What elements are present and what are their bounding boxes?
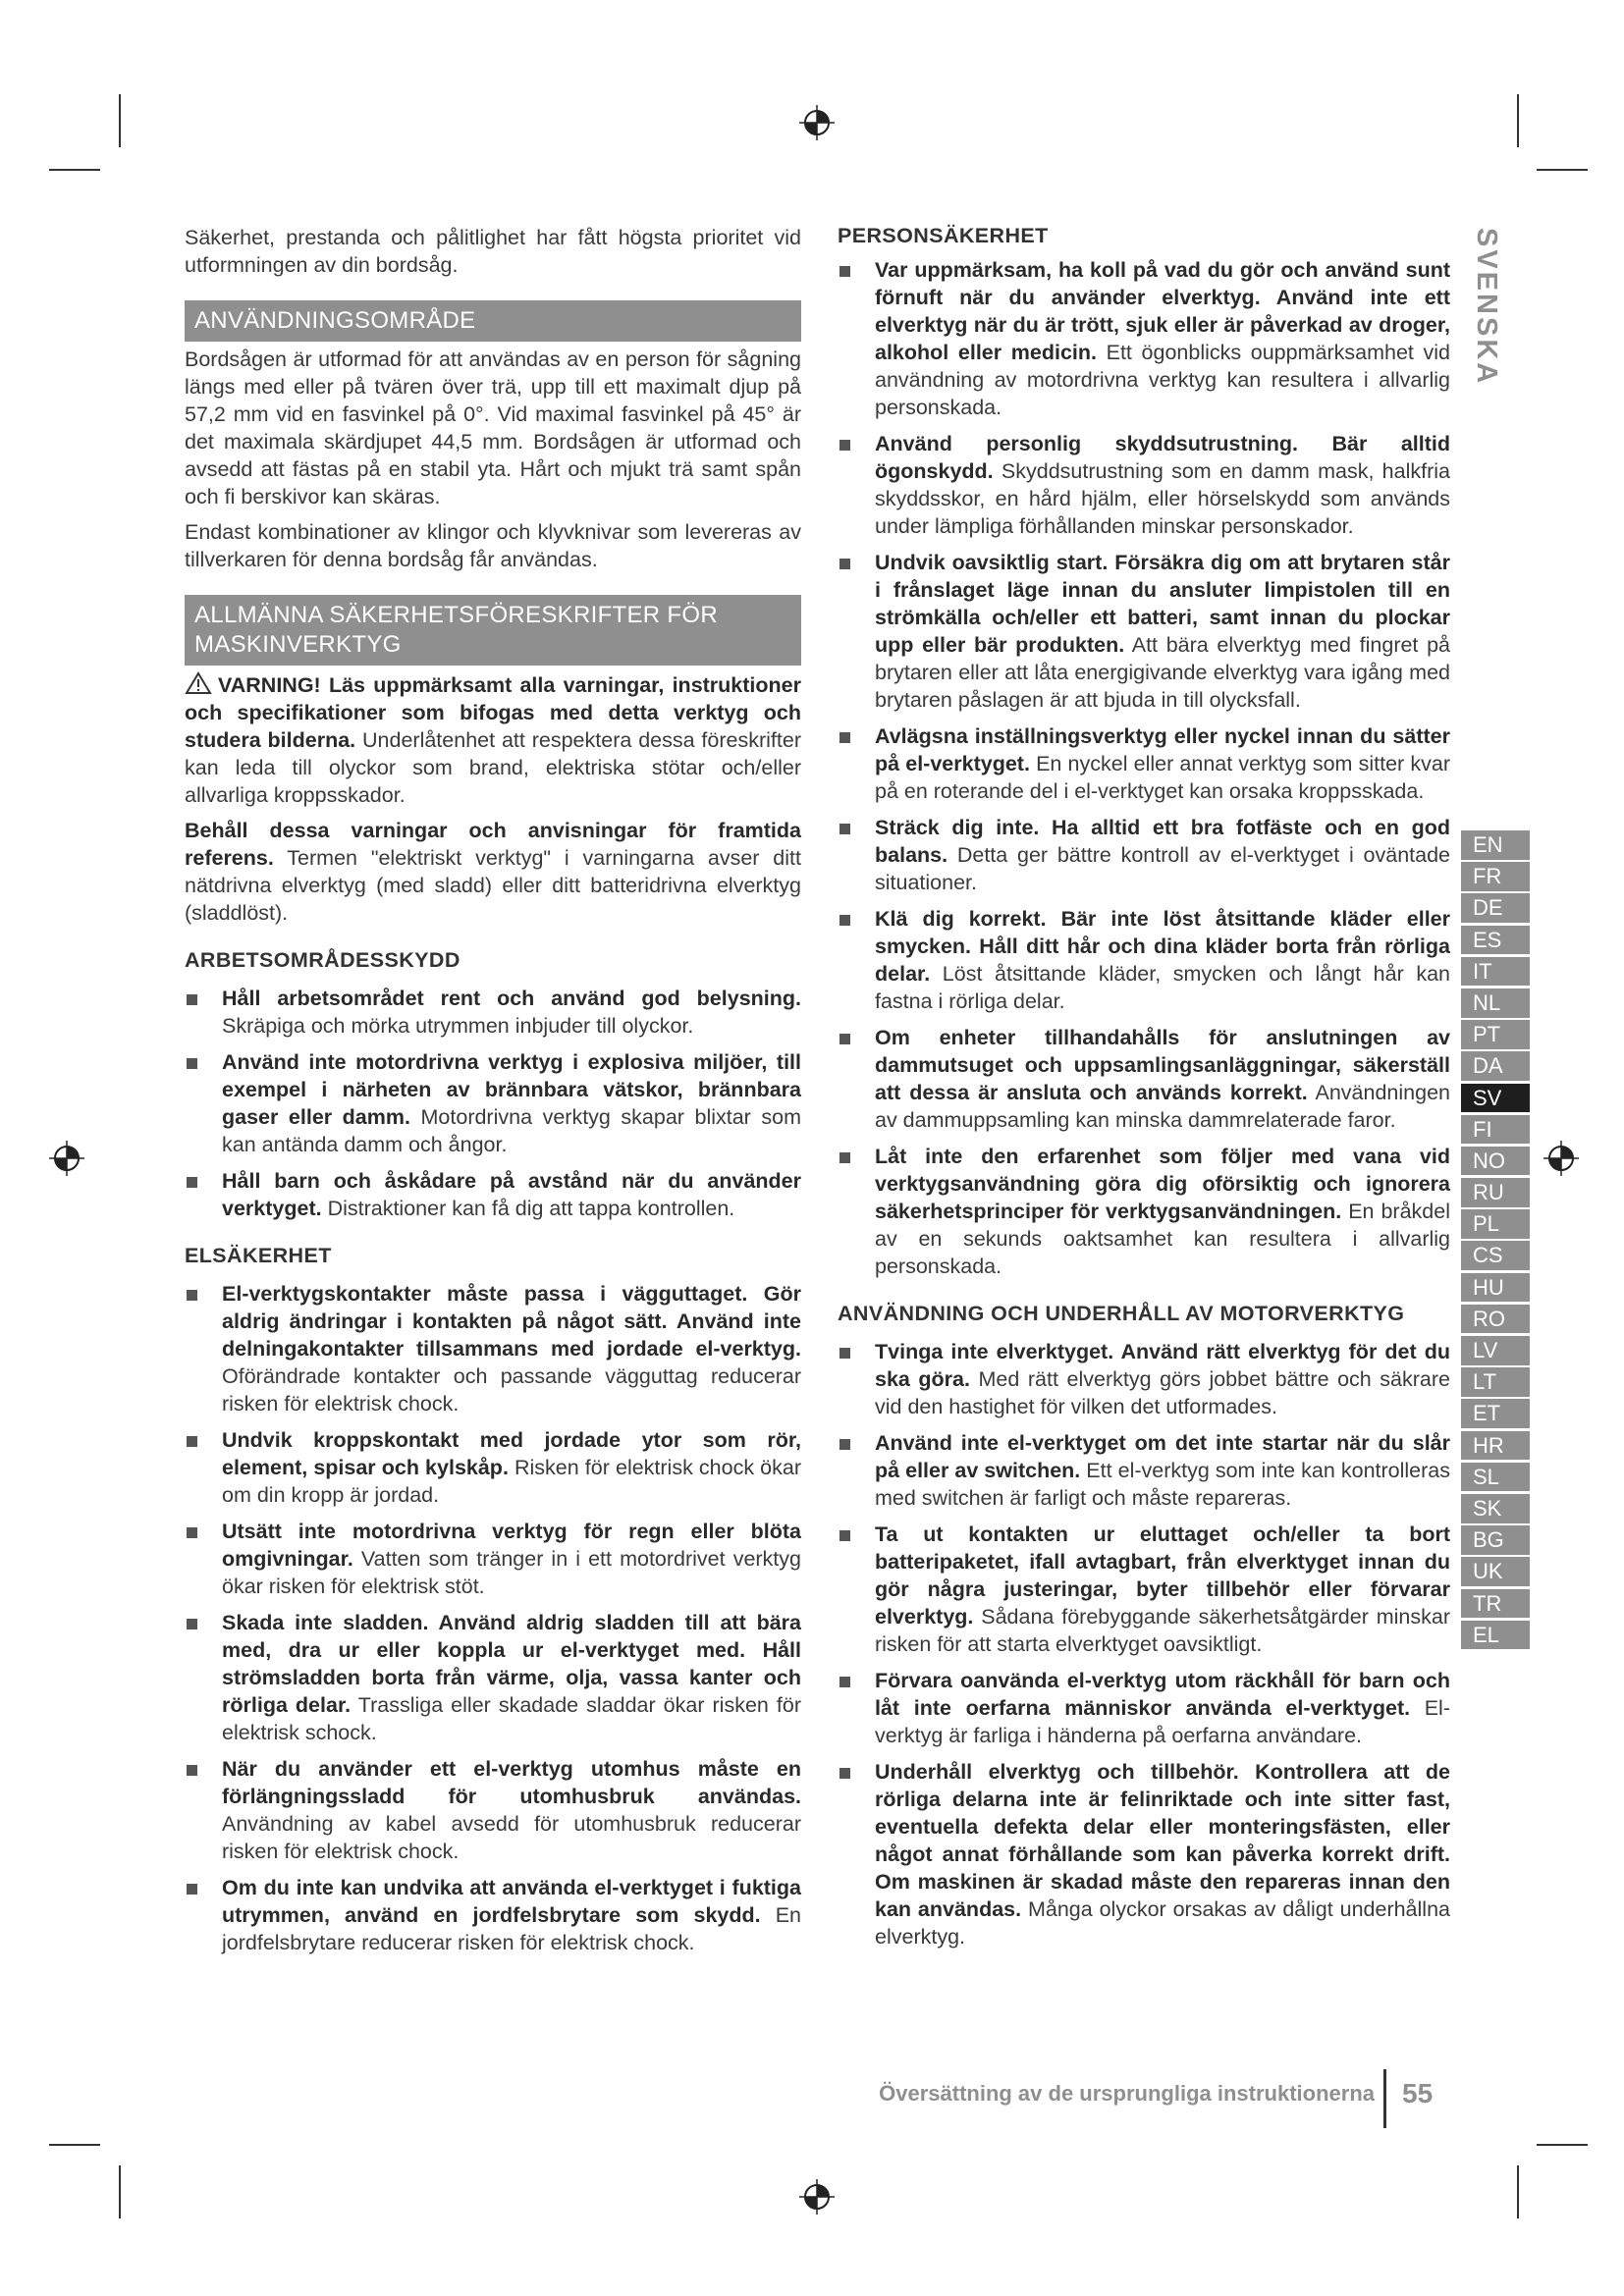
item-text: Detta ger bättre kontroll av el-verktyget i oväntade situationer. xyxy=(875,843,1450,894)
language-tab[interactable]: TR xyxy=(1461,1588,1530,1619)
registration-mark-icon xyxy=(1542,1139,1581,1178)
language-tab[interactable]: LV xyxy=(1461,1335,1530,1365)
list-item xyxy=(838,1667,1450,1749)
language-tab[interactable]: CS xyxy=(1461,1240,1530,1270)
item-bold: Avlägsna inställningsverktyg eller nyckel innan du sätter på el-verktyget. xyxy=(875,724,1450,775)
intro-text: Säkerhet, prestanda och pålitlighet har fått högsta prioritet vid utformningen av din bordsåg. xyxy=(185,226,801,277)
language-tab[interactable]: HR xyxy=(1461,1430,1530,1461)
item-text: Många olyckor orsakas av dåligt underhållna elverktyg. xyxy=(875,1897,1450,1949)
language-tab[interactable]: FR xyxy=(1461,861,1530,891)
language-tab[interactable]: SL xyxy=(1461,1462,1530,1492)
arbetsomrade-list xyxy=(185,985,801,1222)
underhall-list xyxy=(838,1338,1450,1950)
item-text: Skyddsutrustning som en damm mask, halkfria skyddsskor, en hård hjälm, eller hörselskydd som används under lämpliga förhållanden minskar personskador. xyxy=(875,459,1450,538)
warning-bold: VARNING! Läs uppmärksamt alla varningar, instruktioner och specifikationer som bifogas med detta verktyg och studera bilderna. xyxy=(185,673,801,752)
language-tab[interactable]: EL xyxy=(1461,1620,1530,1650)
item-text: Användning av kabel avsedd för utomhusbruk reducerar risken för elektrisk chock. xyxy=(222,1812,801,1863)
item-bold: Sträck dig inte. Ha alltid ett bra fotfäste och en god balans. xyxy=(875,816,1450,867)
registration-mark-icon xyxy=(797,2177,837,2216)
language-tab[interactable]: NO xyxy=(1461,1146,1530,1176)
item-text: En nyckel eller annat verktyg som sitter kvar på en roterande del i el-verktyget kan orsaka kroppsskada. xyxy=(875,752,1450,803)
anvandning-paragraph-2: Endast kombinationer av klingor och klyvknivar som levereras av tillverkaren för denna bordsåg får användas. xyxy=(185,520,801,571)
left-column xyxy=(185,224,801,1965)
item-text: Sådana förebyggande säkerhetsåtgärder minskar risken för att starta elverktyget oavsiktligt. xyxy=(875,1605,1450,1656)
item-bold: Klä dig korrekt. Bär inte löst åtsittande kläder eller smycken. Håll ditt hår och dina kläder borta från rörliga delar. xyxy=(875,907,1450,986)
list-item xyxy=(185,1874,801,1956)
list-item xyxy=(185,1755,801,1865)
list-item xyxy=(838,1024,1450,1134)
language-tab[interactable]: UK xyxy=(1461,1556,1530,1586)
crop-mark xyxy=(119,94,121,147)
list-item xyxy=(838,430,1450,540)
crop-mark xyxy=(1537,2144,1588,2146)
item-bold: Ta ut kontakten ur eluttaget och/eller ta bort batteripaketet, ifall avtagbart, från elverktyget innan du gör några justeringar, byter tillbehör eller förvarar elverktyg. xyxy=(875,1522,1450,1629)
language-title: SVENSKA xyxy=(1471,228,1502,387)
list-item xyxy=(185,1167,801,1222)
footer-divider xyxy=(1383,2069,1386,2128)
language-tabs xyxy=(1461,829,1530,1651)
list-item xyxy=(185,1609,801,1746)
item-text: En bråkdel av en sekunds oaktsamhet kan resultera i allvarlig personskada. xyxy=(875,1200,1450,1278)
section-heading-anvandning: ANVÄNDNINGSOMRÅDE xyxy=(185,300,801,342)
item-text: Vatten som tränger in i ett motordrivet verktyg ökar risken för elektrisk stöt. xyxy=(222,1547,801,1598)
language-tab[interactable]: HU xyxy=(1461,1272,1530,1303)
item-text: Distraktioner kan få dig att tappa kontrollen. xyxy=(321,1197,735,1220)
item-bold: Använd inte el-verktyget om det inte startar när du slår på eller av switchen. xyxy=(875,1431,1450,1482)
personsakerhet-list xyxy=(838,256,1450,1280)
item-bold: Om du inte kan undvika att använda el-verktyget i fuktiga utrymmen, använd en jordfelsbrytare som skydd. xyxy=(222,1876,801,1927)
anvandning-paragraph-1: Bordsågen är utformad för att användas av en person för sågning längs med eller på tvären över trä, upp till ett maximalt djup på 57,2 mm vid en fasvinkel på 0°. Vid maximal fasvinkel på 45° är det maximala skärdjupet 44,5 mm. Bordsågen är utformad och avsedd att fästas på en stabil yta. Hårt och mjukt trä samt spån och fi berskivor kan skäras. xyxy=(185,347,801,508)
warning-text: Underlåtenhet att respektera dessa föreskrifter kan leda till olyckor som brand, elektriska stötar och/eller allvarliga kroppsskador. xyxy=(185,728,801,807)
item-bold: Utsätt inte motordrivna verktyg för regn eller blöta omgivningar. xyxy=(222,1520,801,1571)
item-text: Att bära elverktyg med fingret på brytaren eller att låta energigivande elverktyg vara igång med brytaren påslagen är att bjuda in till olycksfall. xyxy=(875,633,1451,712)
item-text: Ett el-verktyg som inte kan kontrolleras med switchen är farligt och måste repareras. xyxy=(875,1459,1450,1510)
language-tab[interactable]: PT xyxy=(1461,1019,1530,1049)
list-item xyxy=(838,1758,1450,1950)
subheading-arbetsomrade: ARBETSOMRÅDESSKYDD xyxy=(185,948,460,972)
language-tab[interactable]: ES xyxy=(1461,925,1530,955)
language-tab[interactable]: ET xyxy=(1461,1398,1530,1428)
item-bold: El-verktygskontakter måste passa i vägguttaget. Gör aldrig ändringar i kontakten på något sätt. Använd inte delningakontakter tillsammans med jordade el-verktyg. xyxy=(222,1282,801,1361)
keep-text: Termen "elektriskt verktyg" i varningarna avser ditt nätdrivna elverktyg (med sladd) eller ditt batteridrivna elverktyg (sladdlöst). xyxy=(185,846,801,925)
list-item xyxy=(838,814,1450,896)
crop-mark xyxy=(49,2144,100,2146)
item-bold: Håll barn och åskådare på avstånd när du använder verktyget. xyxy=(222,1169,801,1220)
item-text: El-verktyg är farliga i händerna på oerfarna användare. xyxy=(875,1696,1450,1747)
language-tab[interactable]: EN xyxy=(1461,829,1530,860)
item-bold: Undvik kroppskontakt med jordade ytor som rör, element, spisar och kylskåp. xyxy=(222,1428,801,1479)
list-item xyxy=(185,1048,801,1158)
subheading-underhall: ANVÄNDNING OCH UNDERHÅLL AV MOTORVERKTYG xyxy=(838,1302,1405,1325)
item-bold: Var uppmärksam, ha koll på vad du gör och använd sunt förnuft när du använder elverktyg. Använd inte ett elverktyg när du är trött, sjuk eller är påverkad av droger, alkohol eller medicin. xyxy=(875,258,1450,364)
crop-mark xyxy=(1537,169,1588,171)
list-item xyxy=(838,549,1450,714)
item-bold: Underhåll elverktyg och tillbehör. Kontrollera att de rörliga delarna inte är felinriktade och inte sitter fast, eventuella defekta delar eller monteringsfästen, eller något annat förhållande som kan påverka korrekt drift. Om maskinen är skadad måste den repareras innan den kan användas. xyxy=(875,1760,1450,1921)
language-tab[interactable]: SV xyxy=(1461,1083,1530,1113)
item-text: Oförändrade kontakter och passande vägguttag reducerar risken för elektrisk chock. xyxy=(222,1364,801,1415)
list-item xyxy=(838,1338,1450,1420)
registration-mark-icon xyxy=(47,1139,86,1178)
item-bold: Förvara oanvända el-verktyg utom räckhåll för barn och låt inte oerfarna människor använda el-verktyget. xyxy=(875,1669,1450,1720)
subheading-elsakerhet: ELSÄKERHET xyxy=(185,1244,332,1267)
language-tab[interactable]: NL xyxy=(1461,988,1530,1018)
list-item xyxy=(838,722,1450,805)
item-text: En jordfelsbrytare reducerar risken för elektrisk chock. xyxy=(222,1903,801,1954)
footer-text: Översättning av de ursprungliga instruktionerna xyxy=(879,2081,1375,2106)
language-tab[interactable]: LT xyxy=(1461,1366,1530,1397)
item-bold: Håll arbetsområdet rent och använd god belysning. xyxy=(222,987,801,1010)
item-text: Med rätt elverktyg görs jobbet bättre och säkrare vid den hastighet för vilken det utformades. xyxy=(875,1367,1450,1418)
item-bold: Tvinga inte elverktyget. Använd rätt elverktyg för det du ska göra. xyxy=(875,1340,1450,1391)
page-number: 55 xyxy=(1402,2078,1434,2109)
language-tab[interactable]: PL xyxy=(1461,1208,1530,1239)
item-bold: Undvik oavsiktlig start. Försäkra dig om att brytaren står i frånslaget läge innan du ansluter limpistolen till en strömkälla och/eller ett batteri, samt innan du plockar upp eller bär produkten. xyxy=(875,551,1450,657)
subheading-personsakerhet: PERSONSÄKERHET xyxy=(838,224,1049,247)
crop-mark xyxy=(1517,94,1519,147)
list-item xyxy=(838,1143,1450,1280)
crop-mark xyxy=(49,169,100,171)
item-bold: Om enheter tillhandahålls för anslutningen av dammutsuget och uppsamlingsanläggningar, säkerställ att dessa är ansluta och används korrekt. xyxy=(875,1026,1450,1104)
warning-triangle-icon xyxy=(185,671,212,695)
list-item xyxy=(838,905,1450,1015)
language-tab[interactable]: SK xyxy=(1461,1493,1530,1523)
list-item xyxy=(838,1429,1450,1512)
item-text: Ett ögonblicks ouppmärksamhet vid användning av motordrivna verktyg kan resultera i allvarlig personskada. xyxy=(875,341,1450,419)
item-text: Risken för elektrisk chock ökar om din kropp är jordad. xyxy=(222,1456,801,1507)
keep-paragraph xyxy=(185,817,801,927)
language-tab[interactable]: RO xyxy=(1461,1304,1530,1334)
language-tab[interactable]: IT xyxy=(1461,956,1530,987)
list-item xyxy=(185,1426,801,1509)
list-item xyxy=(185,1280,801,1417)
item-bold: Använd personlig skyddsutrustning. Bär alltid ögonskydd. xyxy=(875,432,1450,483)
language-tab[interactable]: BG xyxy=(1461,1524,1530,1555)
item-bold: Använd inte motordrivna verktyg i explosiva miljöer, till exempel i närheten av brännbara vätskor, brännbara gaser eller damm. xyxy=(222,1050,801,1129)
section-heading-allmanna xyxy=(185,595,801,666)
crop-mark xyxy=(1517,2165,1519,2218)
language-tab[interactable]: DA xyxy=(1461,1050,1530,1081)
heading-line: MASKINVERKTYG xyxy=(194,631,402,658)
list-item xyxy=(838,256,1450,421)
language-tab[interactable]: RU xyxy=(1461,1177,1530,1207)
item-text: Löst åtsittande kläder, smycken och långt hår kan fastna i rörliga delar. xyxy=(875,962,1450,1013)
item-text: Motordrivna verktyg skapar blixtar som kan antända damm och ångor. xyxy=(222,1105,801,1156)
list-item xyxy=(185,985,801,1040)
right-column xyxy=(838,224,1450,1959)
crop-mark xyxy=(119,2165,121,2218)
item-text: Användningen av dammuppsamling kan minska dammrelaterade faror. xyxy=(875,1081,1450,1132)
elsakerhet-list xyxy=(185,1280,801,1956)
list-item xyxy=(838,1521,1450,1658)
item-bold: När du använder ett el-verktyg utomhus måste en förlängningssladd för utomhusbruk användas. xyxy=(222,1757,801,1808)
item-text: Skräpiga och mörka utrymmen inbjuder till olyckor. xyxy=(222,1014,694,1038)
language-tab[interactable]: DE xyxy=(1461,892,1530,923)
warning-paragraph xyxy=(185,671,801,809)
keep-bold: Behåll dessa varningar och anvisningar för framtida referens. xyxy=(185,819,801,870)
language-tab[interactable]: FI xyxy=(1461,1114,1530,1145)
item-bold: Låt inte den erfarenhet som följer med vana vid verktygsanvändning göra dig oförsiktig och ignorera säkerhetsprinciper för verktygsanvändningen. xyxy=(875,1145,1450,1223)
list-item xyxy=(185,1518,801,1600)
item-bold: Skada inte sladden. Använd aldrig sladden till att bära med, dra ur eller koppla ur el-verktyget med. Håll strömsladden borta från värme, olja, vassa kanter och rörliga delar. xyxy=(222,1611,801,1717)
heading-line: ALLMÄNNA SÄKERHETSFÖRESKRIFTER FÖR xyxy=(194,602,718,628)
item-text: Trassliga eller skadade sladdar ökar risken för elektrisk schock. xyxy=(222,1693,801,1744)
registration-mark-icon xyxy=(797,103,837,142)
